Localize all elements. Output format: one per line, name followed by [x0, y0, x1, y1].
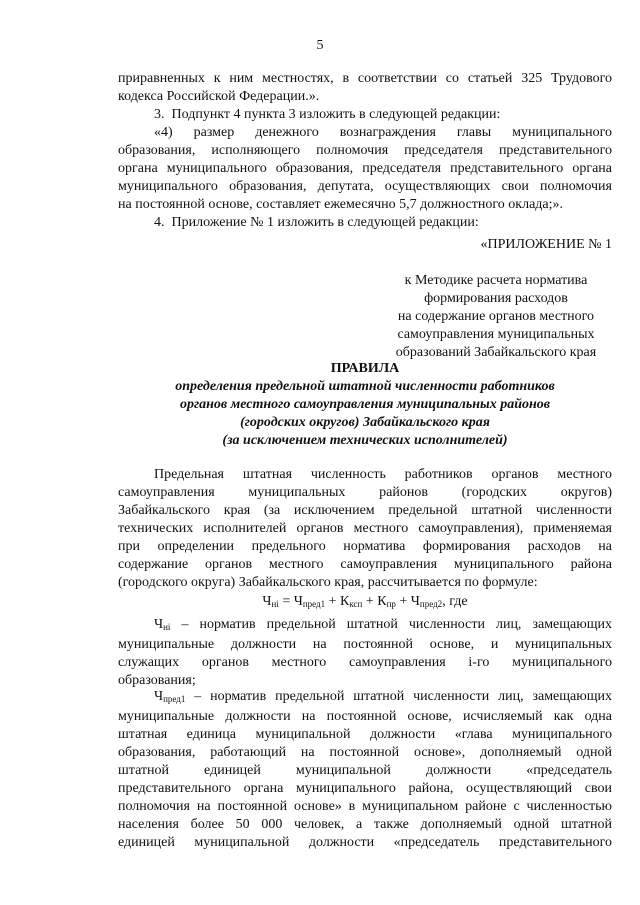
text-line: Предельная штатная численность работников органов местного — [154, 467, 612, 482]
text-line: муниципальные должности на постоянной основе, и муниципальных — [118, 637, 612, 652]
text-line: содержание органов местного самоуправления муниципального района — [118, 557, 612, 572]
quote-line: образования, исполняющего полномочия председателя представительного — [118, 143, 612, 158]
text-line: населения более 50 000 человек, а также дополняемый одной штатной — [118, 817, 612, 832]
quote-line: муниципального образования, депутата, осуществляющих свои полномочия — [118, 179, 612, 194]
body-paragraph — [118, 466, 612, 592]
text-line: $Ч_{пред1}$ – норматив предельной штатной численности лиц, замещающих — [154, 689, 612, 704]
list-item-3: 3. Подпункт 4 пункта 3 изложить в следующей редакции: — [154, 107, 501, 122]
text-line: образования, работающий на постоянной основе», дополняемый одной — [118, 745, 612, 760]
appendix-line: образований Забайкальского края — [395, 345, 597, 360]
text-line: (городского округа) Забайкальского края, рассчитывается по формуле: — [118, 575, 538, 590]
text-line: Забайкальского края (за исключением предельной штатной численности — [118, 503, 612, 518]
appendix-line: самоуправления муниципальных — [397, 327, 595, 342]
text-line: представительного органа муниципального района, осуществляющий свои — [118, 781, 612, 796]
appendix-title: «ПРИЛОЖЕНИЕ № 1 — [480, 237, 612, 252]
text-line: кодекса Российской Федерации.». — [118, 89, 320, 104]
quote-line: «4) размер денежного вознаграждения главы муниципального — [154, 125, 612, 140]
appendix-line: к Методике расчета норматива — [404, 273, 588, 288]
text-line: муниципальные должности на постоянной основе, исчисляемый как одна — [118, 709, 612, 724]
text-line: штатная единица муниципальной должности «глава муниципального — [118, 727, 612, 742]
appendix-line: формирования расходов — [424, 291, 568, 306]
rules-subtitle-line: определения предельной штатной численности работников — [175, 379, 555, 394]
rules-subtitle-line: органов местного самоуправления муниципальных районов — [179, 397, 551, 412]
text-line: штатной единицей муниципальной должности «председатель — [118, 763, 612, 778]
formula: $Ч_{нi} = Ч_{пред1} + К_{ксп} + К_{пр} + Ч_{пред2}$, где — [262, 594, 468, 609]
text-line: при определении предельного норматива формирования расходов на — [118, 539, 612, 554]
list-item-4: 4. Приложение № 1 изложить в следующей редакции: — [154, 215, 479, 230]
text-line: технических исполнителей органов местного самоуправления), применяемая — [118, 521, 612, 536]
rules-subtitle-line: (за исключением технических исполнителей) — [222, 433, 508, 448]
text-line: самоуправления муниципальных районов (городских округов) — [118, 485, 612, 500]
rules-heading — [118, 360, 612, 450]
text-line: $Ч_{нi}$ – норматив предельной штатной численности лиц, замещающих — [154, 617, 612, 632]
quote-line: органа муниципального образования, председателя представительного органа — [118, 161, 612, 176]
text-line: образования; — [118, 673, 196, 688]
rules-title: ПРАВИЛА — [330, 361, 400, 376]
definition-n — [118, 616, 612, 690]
definition-pred1 — [118, 688, 612, 852]
page-number: 5 — [316, 38, 324, 53]
top-paragraphs — [118, 70, 612, 232]
appendix-line: на содержание органов местного — [397, 309, 595, 324]
text-line: полномочия на постоянной основе» в муниципальном районе с численностью — [118, 799, 612, 814]
quote-line: на постоянной основе, составляет ежемесячно 5,7 должностного оклада;». — [118, 197, 564, 212]
rules-subtitle-line: (городских округов) Забайкальского края — [240, 415, 490, 430]
text-line: приравненных к ним местностях, в соответствии со статьей 325 Трудового — [118, 71, 612, 86]
text-line: единицей муниципальной должности «председатель представительного — [118, 835, 612, 850]
appendix-heading — [380, 236, 612, 362]
text-line: служащих органов местного самоуправления i-го муниципального — [118, 655, 612, 670]
